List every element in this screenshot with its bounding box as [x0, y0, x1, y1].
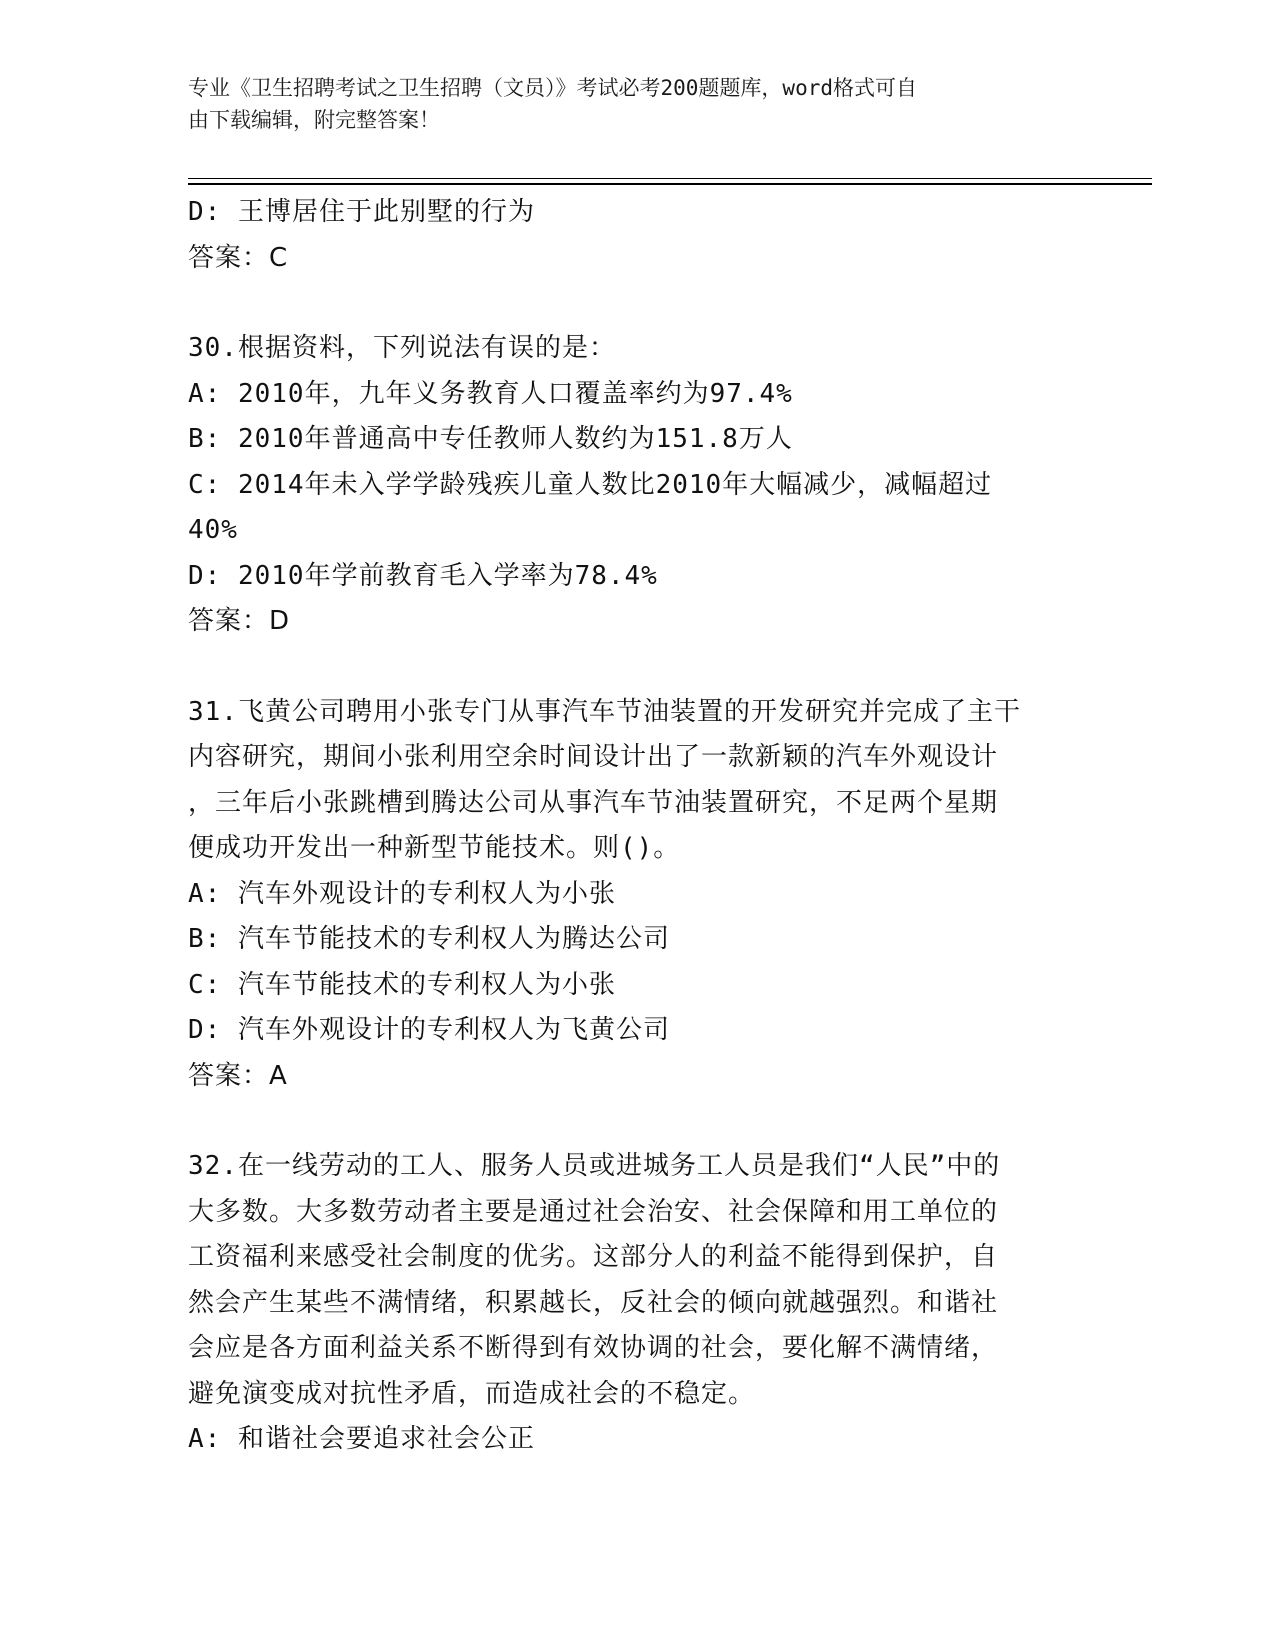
answer: 答案：C: [188, 242, 289, 273]
question-stem-continued: 便成功开发出一种新型节能技术。则()。: [188, 833, 681, 863]
question-stem: 31.飞黄公司聘用小张专门从事汽车节油装置的开发研究并完成了主干: [188, 696, 1021, 727]
question-stem: 30.根据资料，下列说法有误的是：: [188, 333, 616, 363]
option-d: D: 2010年学前教育毛入学率为78.4%: [188, 560, 658, 591]
option-a: A: 和谐社会要追求社会公正: [188, 1424, 535, 1454]
answer: 答案：A: [188, 1060, 288, 1091]
option-c: C: 汽车节能技术的专利权人为小张: [188, 969, 616, 1000]
question-stem: 32.在一线劳动的工人、服务人员或进城务工人员是我们“人民”中的: [188, 1151, 1001, 1181]
question-stem-continued: 会应是各方面利益关系不断得到有效协调的社会，要化解不满情绪，: [188, 1333, 999, 1363]
question-content: [188, 190, 1078, 1463]
question-stem-continued: 然会产生某些不满情绪，积累越长，反社会的倾向就越强烈。和谐社: [188, 1287, 999, 1318]
spacer: [188, 281, 1078, 326]
option-c-continued: 40%: [188, 515, 238, 545]
option-d: D: 汽车外观设计的专利权人为飞黄公司: [188, 1015, 670, 1045]
question-31: [188, 690, 1078, 1100]
document-header: [188, 72, 1068, 136]
option-c: C: 2014年未入学学龄残疾儿童人数比2010年大幅减少，减幅超过: [188, 469, 993, 500]
question-32: [188, 1144, 1078, 1463]
question-stem-continued: 大多数。大多数劳动者主要是通过社会治安、社会保障和用工单位的: [188, 1196, 999, 1227]
question-stem-continued: 工资福利来感受社会制度的优劣。这部分人的利益不能得到保护，自: [188, 1242, 999, 1272]
spacer: [188, 1099, 1078, 1144]
header-line-2: 由下载编辑，附完整答案！: [188, 108, 440, 132]
option-d: D: 王博居住于此别墅的行为: [188, 197, 535, 227]
question-29-tail: [188, 190, 1078, 281]
question-30: [188, 326, 1078, 645]
answer: 答案：D: [188, 606, 291, 636]
option-b: B: 汽车节能技术的专利权人为腾达公司: [188, 924, 670, 954]
spacer: [188, 645, 1078, 690]
header-line-1: 专业《卫生招聘考试之卫生招聘（文员）》考试必考200题题库，word格式可自: [188, 76, 917, 100]
question-stem-continued: ，三年后小张跳槽到腾达公司从事汽车节油装置研究，不足两个星期: [188, 787, 999, 818]
option-b: B: 2010年普通高中专任教师人数约为151.8万人: [188, 424, 793, 454]
question-stem-continued: 内容研究，期间小张利用空余时间设计出了一款新颖的汽车外观设计: [188, 742, 999, 772]
option-a: A: 2010年，九年义务教育人口覆盖率约为97.4%: [188, 378, 793, 409]
header-divider-thin: [188, 178, 1152, 179]
header-divider-thick: [188, 183, 1152, 185]
option-a: A: 汽车外观设计的专利权人为小张: [188, 878, 616, 909]
question-stem-continued: 避免演变成对抗性矛盾，而造成社会的不稳定。: [188, 1378, 756, 1409]
